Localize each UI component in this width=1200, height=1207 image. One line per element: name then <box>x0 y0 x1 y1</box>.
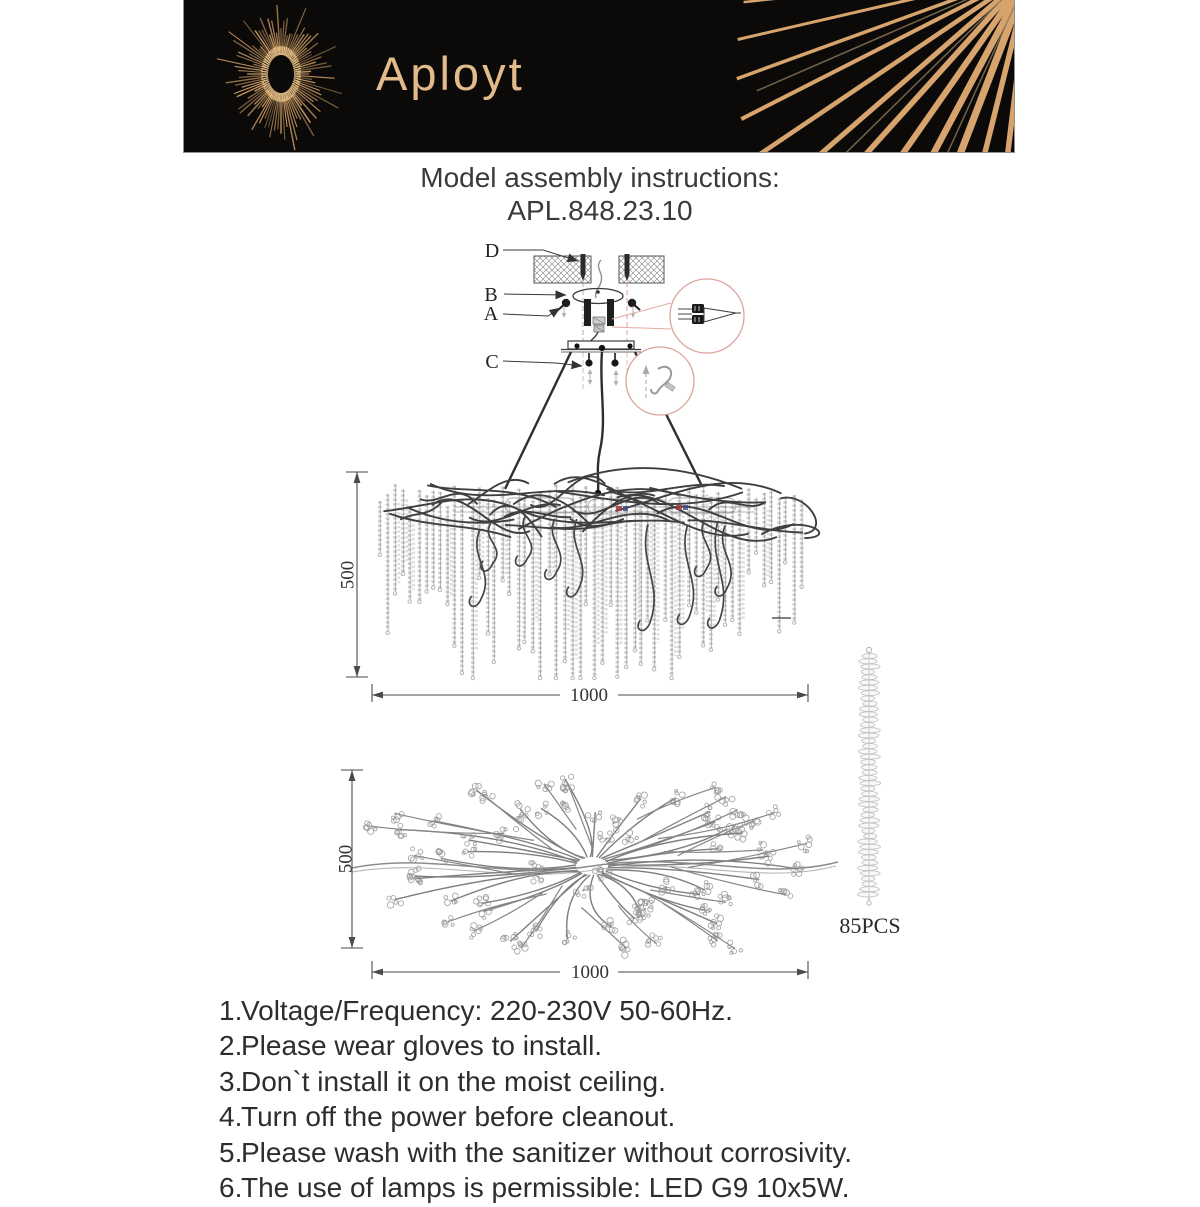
instruction-item <box>0 1172 1200 1207</box>
model-number: APL.848.23.10 <box>507 195 693 226</box>
canopy-plate <box>561 341 641 352</box>
label-b: B <box>484 284 498 306</box>
label-d: D <box>484 240 500 262</box>
ring-center-bolt <box>596 290 600 294</box>
instruction-text: Please wash with the sanitizer without corrosivity. <box>241 1136 853 1168</box>
instruction-item <box>0 1030 1200 1065</box>
instruction-item <box>0 995 1200 1030</box>
instruction-number: 1. <box>219 995 243 1026</box>
top-view-branch-pattern <box>352 774 838 958</box>
top-height-dimension: 500 <box>335 844 357 874</box>
instruction-text: Please wear gloves to install. <box>241 1030 603 1062</box>
instruction-item <box>0 1101 1200 1136</box>
label-c: C <box>485 351 499 373</box>
side-view-branches <box>384 468 819 630</box>
strand-count-label: 85PCS <box>839 913 901 938</box>
instruction-item <box>0 1137 1200 1172</box>
instructions-list <box>0 995 1200 1207</box>
instruction-number: 4. <box>219 1101 243 1133</box>
hook-callout <box>626 347 694 415</box>
instruction-text: Don`t install it on the moist ceiling. <box>241 1065 666 1097</box>
side-width-dimension: 1000 <box>570 685 608 706</box>
label-a: A <box>483 303 499 325</box>
instruction-number: 3. <box>219 1065 243 1097</box>
brand-name: Aployt <box>376 46 525 100</box>
threaded-post <box>584 299 591 326</box>
mounting-diagram <box>484 240 744 496</box>
instruction-number: 5. <box>219 1136 243 1168</box>
page-title: Model assembly instructions: <box>420 162 780 193</box>
side-height-dimension: 500 <box>337 560 359 590</box>
crystal-strand-part <box>858 647 881 905</box>
instruction-text: The use of lamps is permissible: LED G9 10x5W. <box>241 1171 850 1203</box>
top-width-dimension: 1000 <box>571 962 609 983</box>
instruction-number: 6. <box>219 1171 243 1203</box>
instruction-number: 2. <box>219 1030 243 1062</box>
threaded-post <box>607 299 614 326</box>
instruction-text: Voltage/Frequency: 220-230V 50-60Hz. <box>241 995 733 1026</box>
instruction-text: Turn off the power before cleanout. <box>241 1101 676 1133</box>
instruction-item <box>0 1066 1200 1101</box>
